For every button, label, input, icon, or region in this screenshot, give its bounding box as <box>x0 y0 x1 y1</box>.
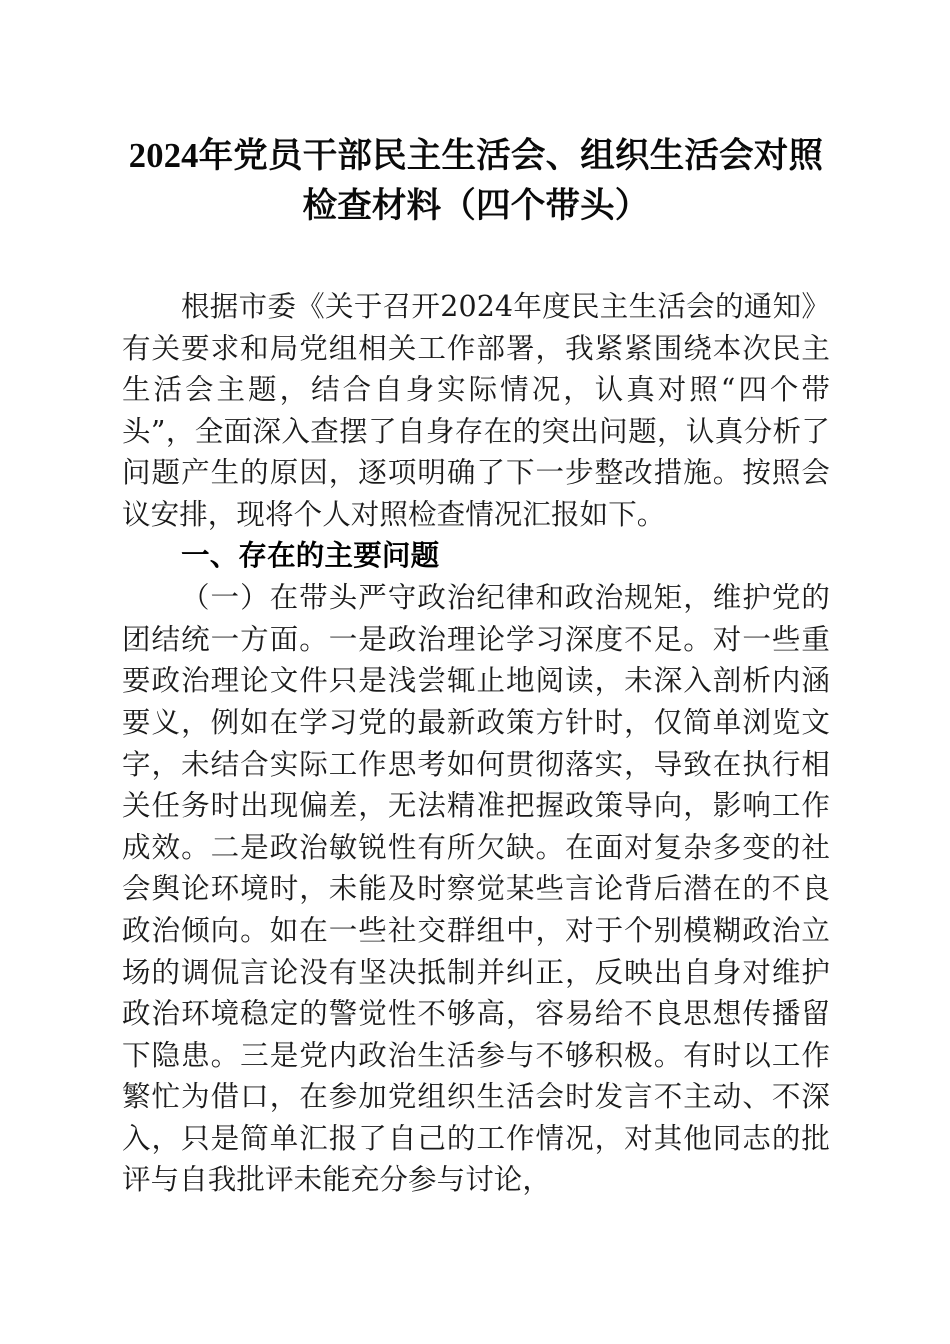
document-content-column <box>122 0 830 1201</box>
intro-paragraph: 根据市委《关于召开2024年度民主生活会的通知》有关要求和局党组相关工作部署，我紧紧围绕本次民主生活会主题，结合自身实际情况，认真对照“四个带头”，全面深入查摆了自身存在的突出问题，认真分析了问题产生的原因，逐项明确了下一步整改措施。按照会议安排，现将个人对照检查情况汇报如下。 <box>122 290 830 531</box>
subsection-paragraph-political-discipline: （一）在带头严守政治纪律和政治规矩，维护党的团结统一方面。一是政治理论学习深度不足。对一些重要政治理论文件只是浅尝辄止地阅读，未深入剖析内涵要义，例如在学习党的最新政策方针时，仅简单浏览文字，未结合实际工作思考如何贯彻落实，导致在执行相关任务时出现偏差，无法精准把握政策导向，影响工作成效。二是政治敏锐性有所欠缺。在面对复杂多变的社会舆论环境时，未能及时察觉某些言论背后潜在的不良政治倾向。如在一些社交群组中，对于个别模糊政治立场的调侃言论没有坚决抵制并纠正，反映出自身对维护政治环境稳定的警觉性不够高，容易给不良思想传播留下隐患。三是党内政治生活参与不够积极。有时以工作繁忙为借口，在参加党组织生活会时发言不主动、不深入，只是简单汇报了自己的工作情况，对其他同志的批评与自我批评未能充分参与讨论， <box>122 581 830 1197</box>
section-heading-main-problems: 一、存在的主要问题 <box>181 539 440 572</box>
page-title: 2024年党员干部民主生活会、组织生活会对照检查材料（四个带头） <box>128 137 824 225</box>
